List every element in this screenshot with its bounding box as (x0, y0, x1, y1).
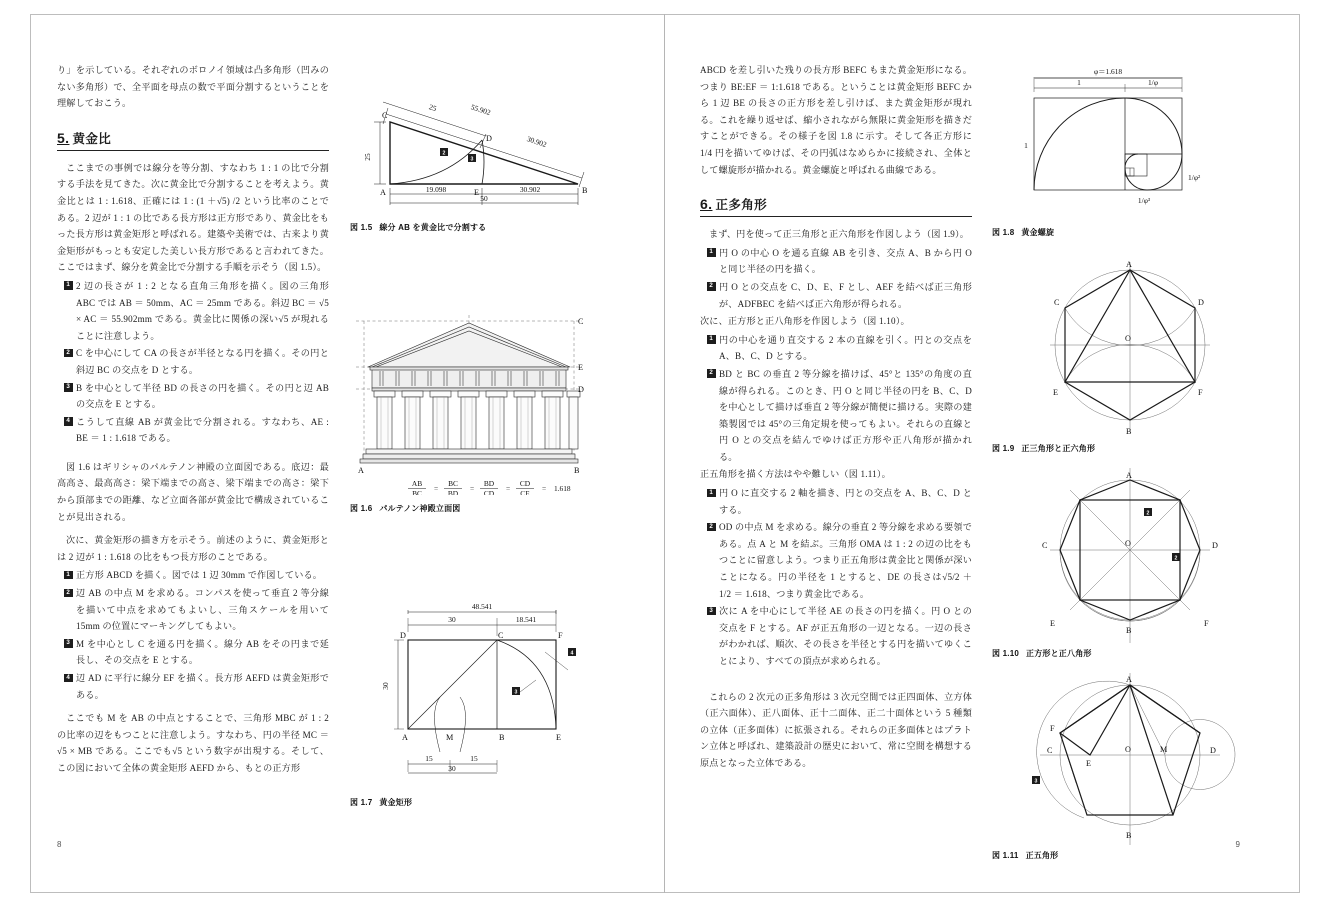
figure-1-11-drawing (992, 673, 1268, 845)
figure-1-6-caption (350, 503, 630, 514)
paragraph-left-last: ここでも M を AB の中点とすることで、三角形 MBC が 1 : 2 の比率の辺をもつことに注意しよう。すなわち、円の半径 MC ＝√5 × MB である。ここでも√5 という数字が出現する。そして、この図において全体の黄金矩形 AEFD から、もとの正方形 (57, 713, 329, 773)
eq-num-2: BC (448, 479, 458, 488)
vertex-label-b: B (582, 186, 588, 195)
vertex-label-o: O (1125, 334, 1131, 343)
svg-text:=: = (470, 484, 475, 493)
vertex-label-e: E (1086, 759, 1092, 768)
step-marker: 1 (707, 489, 716, 498)
dimension-side-one: 1 (1024, 141, 1028, 150)
step-text: 2 辺の長さが 1 : 2 となる直角三角形を描く。図の三角形 ABC では AB ＝ 50mm、AC ＝ 25mm である。斜辺 BC ＝ √5 × AC ＝ 55.902mm である。黄金比に関係の深い√5 が現れることに注意しよう。 (76, 280, 329, 341)
dimension-half2: 15 (470, 754, 478, 763)
paragraph-voronoi: り」を示している。それぞれのボロノイ領域は凸多角形（凹みのない多角形）で、全平面を母点の数で平面分割するということを理解しておこう。 (57, 65, 329, 109)
vertex-label-o: O (1125, 745, 1131, 754)
figure-1-9-title: 正三角形と正六角形 (1021, 444, 1096, 453)
list-item (57, 567, 329, 584)
step-marker: 2 (64, 589, 73, 598)
list-item (700, 603, 972, 669)
list-item (700, 366, 972, 466)
step-text: 辺 AD に平行に線分 EF を描く。長方形 AEFD は黄金矩形である。 (76, 673, 329, 700)
figure-1-10-caption (992, 648, 1270, 659)
vertex-label-c: C (498, 631, 504, 640)
list-item (700, 485, 972, 518)
list-item (700, 519, 972, 602)
list-item (57, 670, 329, 703)
eq-num-4: CD (519, 479, 531, 488)
step-text: M を中心とし C を通る円を描く。線分 AB をその円まで延長し、その交点を E とする。 (76, 638, 329, 666)
dimension-right: 18.541 (515, 615, 537, 624)
section-title: 正多角形 (715, 198, 768, 213)
vertex-label-c: C (578, 317, 584, 326)
figure-1-10-label: 図 1.10 (992, 649, 1019, 658)
vertex-label-e: E (556, 733, 562, 742)
steps-list-triangle-hexagon (700, 245, 972, 312)
figure-1-6 (350, 305, 630, 514)
step-text: 次に A を中心にして半径 AE の長さの円を描く。円 O との交点を F とする。AF が正五角形の一辺となる。一辺の長さがわかれば、順次、その長さを半径とする円を描いてゆくことにより、すべての頂点が求められる。 (719, 606, 972, 666)
steps-list-rectangle (57, 567, 329, 703)
vertex-label-m: M (1160, 745, 1168, 754)
steps-list-square-octagon (700, 332, 972, 466)
figure-1-11 (992, 673, 1270, 861)
figure-1-11-label: 図 1.11 (992, 851, 1019, 860)
step-marker: 1 (64, 281, 73, 290)
dimension-one-top: 1 (1077, 78, 1081, 87)
figure-1-7-title: 黄金矩形 (379, 798, 413, 807)
vertex-label-c: C (1042, 541, 1048, 550)
eq-value: 1.618 (554, 484, 571, 493)
figure-1-8-title: 黄金螺旋 (1021, 228, 1055, 237)
vertex-label-d: D (1198, 298, 1204, 307)
dimension-ae: 19.098 (425, 185, 447, 194)
vertex-label-d: D (400, 631, 406, 640)
step-marker: 3 (707, 607, 716, 616)
paragraph-spiral: ABCD を差し引いた残りの長方形 BEFC もまた黄金矩形になる。つまり BE:EF ＝ 1:1.618 である。ということは黄金矩形 BEFC から 1 辺 BE の長さの正方形を差し引けば、また黄金矩形が現れる。これを繰り返せば、縮小されながら無限に黄金矩形を描きだすことができる。その様子を図 1.8 に示す。そして各正方形に 1/4 円を描いてゆけば、その円弧はなめらかに接続され、全体として螺旋形が描かれる。黄金螺旋と呼ばれる曲線である。 (700, 65, 972, 175)
dimension-phi-total: φ＝1.618 (1093, 67, 1123, 76)
figure-1-7-drawing (350, 592, 628, 792)
dimension-inv-phi: 1/φ (1147, 78, 1159, 87)
figure-1-10-drawing (992, 468, 1268, 643)
step-marker: 4 (64, 417, 73, 426)
paragraph-polygon-intro: まず、円を使って正三角形と正六角形を作図しよう（図 1.9）。 (709, 229, 970, 240)
step-text: 正方形 ABCD を描く。図では 1 辺 30mm で作図している。 (76, 570, 323, 581)
figure-1-7 (350, 592, 630, 808)
steps-list-pentagon (700, 485, 972, 670)
vertex-label-e: E (1050, 619, 1056, 628)
step-marker-3-text: 3 (470, 156, 474, 163)
step-marker: 1 (707, 335, 716, 344)
paragraph-square-octagon: 次に、正方形と正八角形を作図しよう（図 1.10）。 (700, 316, 910, 327)
figure-1-11-caption (992, 850, 1270, 861)
step-marker: 2 (707, 523, 716, 532)
dimension-half1: 15 (425, 754, 433, 763)
vertex-label-o: O (1125, 539, 1131, 548)
right-page (666, 0, 1270, 879)
vertex-label-a: A (380, 188, 386, 197)
step-text: 辺 AB の中点 M を求める。コンパスを使って垂直 2 等分線を描いて中点を求めてもよいし、三角スケールを用いて 15mm の位置にマーキングしてもよい。 (76, 588, 329, 632)
figure-1-9-caption (992, 443, 1270, 454)
page-number-left: 8 (57, 840, 62, 849)
vertex-label-a: A (402, 733, 408, 742)
step-text: B を中心として半径 BD の長さの円を描く。その円と辺 AB の交点を E とする。 (76, 382, 329, 410)
dimension-height: 30 (381, 682, 390, 690)
right-text-column (700, 62, 972, 772)
list-item (57, 636, 329, 669)
list-item (57, 585, 329, 635)
figure-1-9 (992, 260, 1270, 454)
step-marker-4-text: 4 (570, 650, 574, 657)
vertex-label-c: C (382, 111, 388, 120)
section-number: 5. (57, 129, 70, 146)
step-text: 円の中心を通り直交する 2 本の直線を引く。円との交点を A、B、C、D とする。 (719, 334, 972, 362)
figure-1-5-title: 線分 AB を黄金比で分割する (379, 223, 487, 232)
dimension-ab: 50 (480, 194, 488, 203)
step-text: 円 O の中心 O を通る直線 AB を引き、交点 A、B から円 O と同じ半径の円を描く。 (719, 247, 972, 275)
figure-1-8-drawing (992, 62, 1268, 222)
step-marker: 2 (707, 282, 716, 291)
paragraph-golden-intro: ここまでの事例では線分を等分割、すなわち 1 : 1 の比で分割する手法を見てきた。次に黄金比で分割することを考えよう。黄金比とは 1 : 1.618、正確には 1 : (1 ＋√5) /2 という比率のことである。2 辺が 1 : 1 の比である長方形は正方形であり、黄金比をもった長方形は黄金矩形と呼ばれる。建築や美術では、古来より黄金矩形がもっとも安定した美しい長方形であると言われてきた。ここではまず、線分を黄金比で分割する手順を示そう（図 1.5）。 (57, 162, 329, 273)
step-text: OD の中点 M を求める。線分の垂直 2 等分線を求める要領である。点 A と M を結ぶ。三角形 OMA は 1 : 2 の辺の比をもつことに留意しよう。つまり正五角形は黄金比と関係が深いことになる。円の半径を 1 とすると、DE の長さは√5/2 ＋ 1/2 ＝ 1.618、つまり黄金比である。 (719, 522, 972, 599)
section-title: 黄金比 (72, 131, 112, 146)
svg-text:=: = (434, 484, 439, 493)
dimension-ac: 25 (363, 153, 372, 161)
vertex-label-e: E (578, 363, 584, 372)
eq-den-4: CE (520, 489, 530, 495)
step-marker: 3 (64, 383, 73, 392)
right-figure-column (992, 62, 1270, 869)
spread-gutter (664, 14, 665, 893)
step-text: 円 O に直交する 2 軸を描き、円との交点を A、B、C、D とする。 (719, 488, 972, 515)
steps-list-segment (57, 278, 329, 447)
step-marker-2-lower-text: 2 (1174, 555, 1178, 562)
step-marker: 1 (64, 571, 73, 580)
figure-1-7-caption (350, 797, 630, 808)
vertex-label-b: B (574, 466, 580, 475)
list-item (700, 279, 972, 312)
list-item (57, 345, 329, 378)
eq-den-1: BC (412, 489, 422, 495)
vertex-label-d: D (1210, 746, 1216, 755)
section-heading-golden-ratio (57, 129, 329, 151)
dimension-base: 30 (448, 764, 456, 773)
step-text: 円 O との交点を C、D、E、F とし、AEF を結べば正三角形が、ADFBEC を結べば正六角形が得られる。 (719, 281, 972, 309)
paragraph-golden-rect: 次に、黄金矩形の描き方を示そう。前述のように、黄金矩形とは 2 辺が 1 : 1.618 の比をもつ長方形のことである。 (57, 535, 329, 562)
figure-1-10 (992, 468, 1270, 659)
list-item (57, 414, 329, 447)
vertex-label-b: B (499, 733, 505, 742)
step-marker-2-text: 2 (442, 150, 446, 157)
figure-1-9-drawing (992, 260, 1268, 438)
figure-1-10-title: 正方形と正八角形 (1026, 649, 1092, 658)
left-figure-column (350, 62, 630, 816)
section-heading-polygons (700, 195, 972, 217)
dimension-cd: 25 (427, 102, 438, 114)
vertex-label-c: C (1047, 746, 1053, 755)
vertex-label-f: F (1204, 619, 1209, 628)
eq-num-3: BD (483, 479, 495, 488)
figure-1-9-label: 図 1.9 (992, 444, 1015, 453)
dimension-db: 30.902 (525, 134, 548, 150)
page-number-right: 9 (1235, 840, 1240, 849)
vertex-label-b: B (1126, 626, 1132, 635)
vertex-label-f: F (558, 631, 563, 640)
step-marker-3-text: 3 (1034, 778, 1038, 785)
vertex-label-a: A (1126, 260, 1132, 269)
step-marker: 2 (707, 369, 716, 378)
figure-1-6-drawing (350, 305, 628, 495)
figure-1-5-drawing (350, 62, 628, 217)
eq-den-2: BD (447, 489, 459, 495)
svg-text:=: = (542, 484, 547, 493)
vertex-label-f: F (1198, 388, 1203, 397)
vertex-label-b: B (1126, 427, 1132, 436)
list-item (700, 332, 972, 365)
figure-1-5 (350, 62, 630, 233)
figure-1-6-label: 図 1.6 (350, 504, 373, 513)
step-marker: 4 (64, 674, 73, 683)
dimension-left: 30 (448, 615, 456, 624)
figure-1-11-title: 正五角形 (1025, 851, 1059, 860)
step-marker: 1 (707, 248, 716, 257)
vertex-label-e: E (1053, 388, 1059, 397)
figure-1-7-label: 図 1.7 (350, 798, 373, 807)
vertex-label-a: A (1126, 471, 1132, 480)
step-text: こうして直線 AB が黄金比で分割される。すなわち、AE : BE ＝ 1 : 1.618 である。 (76, 416, 329, 444)
eq-num-1: AB (411, 479, 423, 488)
dimension-eb: 30.902 (519, 185, 541, 194)
step-marker-3-text: 3 (514, 689, 518, 696)
section-number: 6. (700, 196, 713, 213)
list-item (57, 278, 329, 344)
vertex-label-a: A (1126, 675, 1132, 684)
vertex-label-b: B (1126, 831, 1132, 840)
figure-1-6-title: パルテノン神殿立面図 (379, 504, 461, 513)
figure-1-6-equation (408, 479, 571, 495)
vertex-label-d: D (486, 134, 492, 143)
step-marker: 3 (64, 639, 73, 648)
dimension-inv-phi2: 1/φ² (1188, 173, 1201, 182)
step-text: BD と BC の垂直 2 等分線を描けば、45°と 135°の角度の直線が得られる。このとき、円 O と同じ半径の円を B、C、D を中心として描けば垂直 2 等分線が簡便に描ける。実際の建築製図では 45°の三角定規を使ってもよい。それらの直線と円 O との交点を結んでゆけば正方形や正八角形が描かれる。 (719, 368, 972, 462)
figure-1-5-label: 図 1.5 (350, 223, 373, 232)
vertex-label-m: M (446, 733, 454, 742)
step-text: C を中心にして CA の長さが半径となる円を描く。その円と斜辺 BC の交点を D とする。 (76, 348, 329, 375)
vertex-label-a: A (358, 466, 364, 475)
vertex-label-f: F (1050, 724, 1055, 733)
dimension-total: 48.541 (471, 602, 493, 611)
list-item (700, 245, 972, 278)
dimension-inv-phi3: 1/φ³ (1137, 196, 1151, 205)
list-item (57, 380, 329, 413)
vertex-label-d: D (578, 385, 584, 394)
vertex-label-d: D (1212, 541, 1218, 550)
paragraph-pentagon-intro: 正五角形を描く方法はやや難しい（図 1.11）。 (700, 469, 891, 480)
figure-1-8 (992, 62, 1270, 238)
svg-text:=: = (506, 484, 511, 493)
paragraph-parthenon: 図 1.6 はギリシャのパルテノン神殿の立面図である。底辺：最高高さ、最高高さ：梁下端までの高さ、梁下端までの高さ：梁下から頂部までの距離、など立面各部が黄金比で構成されていることが見出される。 (57, 461, 329, 522)
figure-1-8-label: 図 1.8 (992, 228, 1015, 237)
vertex-label-c: C (1054, 298, 1060, 307)
step-marker-2-upper-text: 2 (1146, 510, 1150, 517)
vertex-label-e: E (474, 188, 480, 197)
left-text-column (57, 62, 329, 777)
dimension-cb: 55.902 (469, 102, 492, 118)
paragraph-platonic: これらの 2 次元の正多角形は 3 次元空間では正四面体、立方体（正六面体）、正八面体、正十二面体、正二十面体という 5 種類の立体（正多面体）に拡張される。それらの正多面体とはプラトン立体と呼ばれ、建築設計の歴史において、常に空間を構想する原点となった立体である。 (700, 691, 972, 768)
left-page (30, 0, 634, 879)
figure-1-5-caption (350, 222, 630, 233)
figure-1-8-caption (992, 227, 1270, 238)
eq-den-3: CD (483, 489, 495, 495)
step-marker: 2 (64, 349, 73, 358)
